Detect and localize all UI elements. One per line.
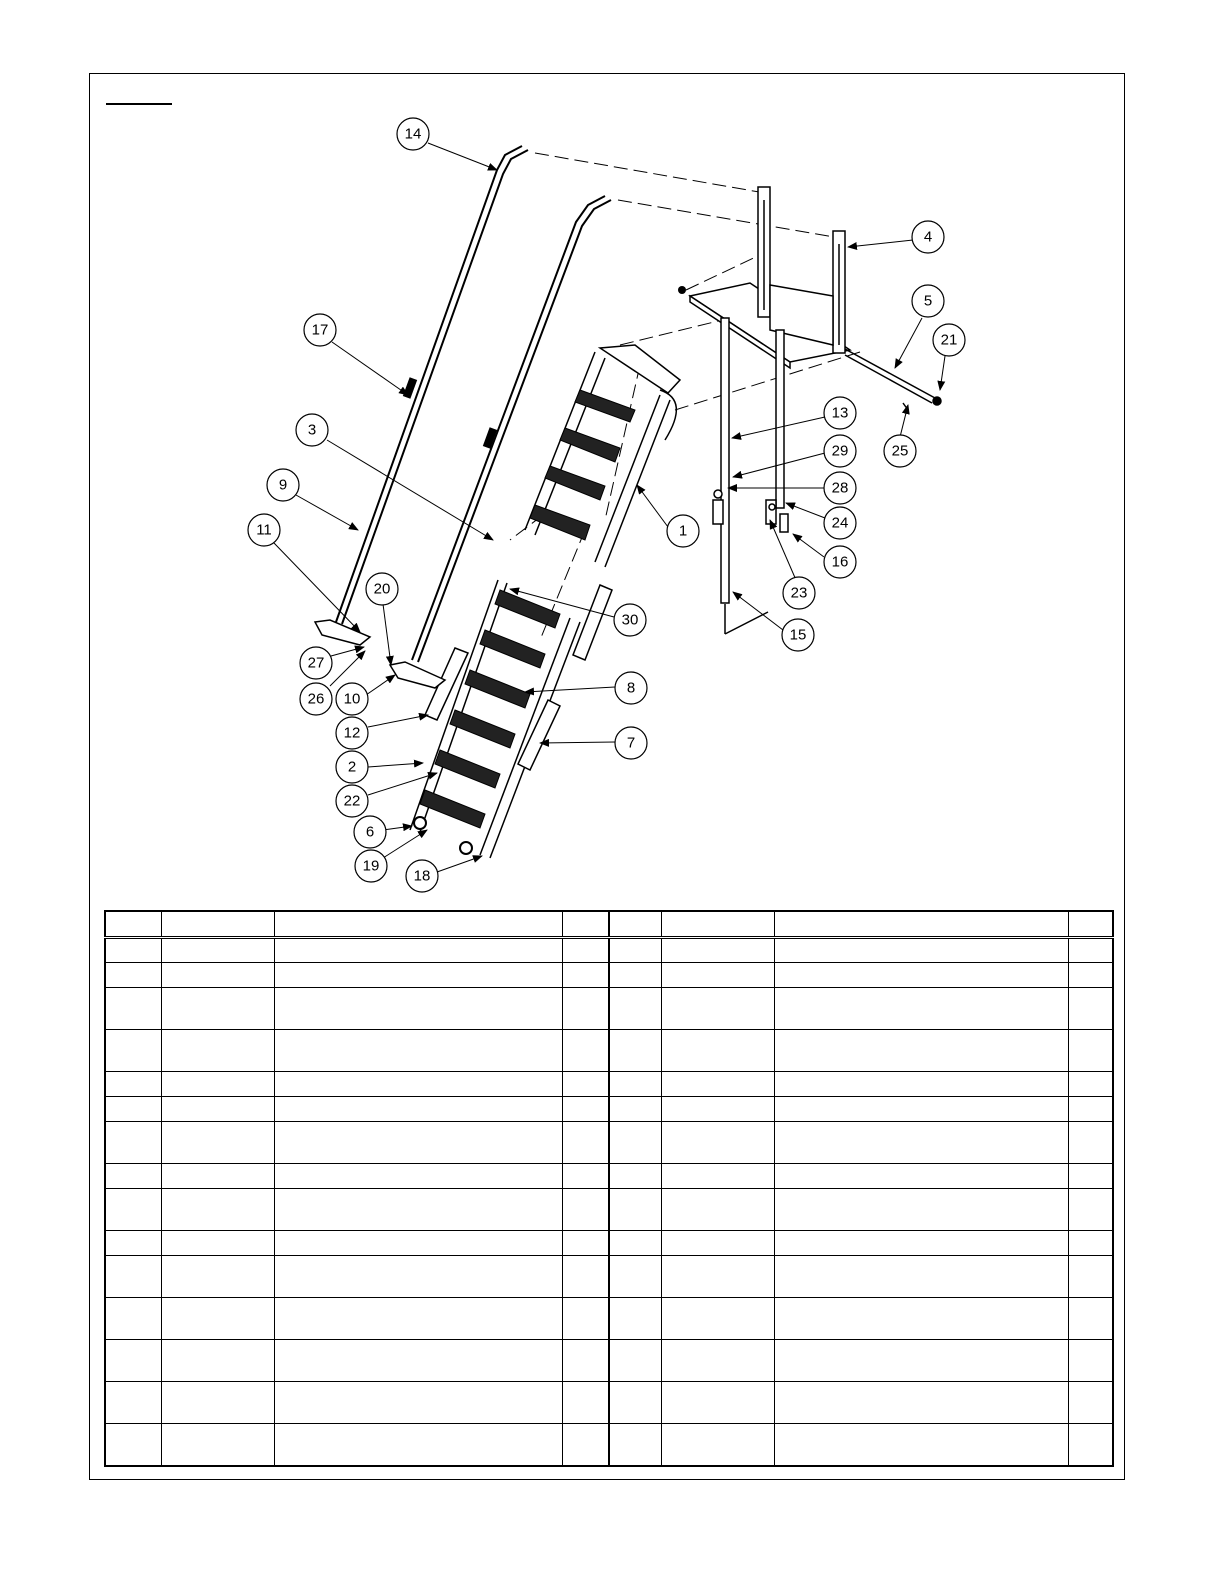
callout-15 [782, 619, 814, 651]
callout-5 [912, 285, 944, 317]
svg-text:11: 11 [256, 521, 272, 539]
svg-text:9: 9 [278, 476, 288, 494]
svg-text:27: 27 [307, 654, 325, 672]
callout-25 [884, 435, 916, 467]
svg-text:5: 5 [923, 292, 933, 310]
callout-21 [933, 324, 965, 356]
svg-text:30: 30 [621, 611, 639, 629]
svg-text:6: 6 [365, 823, 375, 841]
callout-4 [912, 221, 944, 253]
callout-26 [300, 683, 332, 715]
top-platform [690, 187, 850, 368]
parts-table-left [104, 910, 610, 1467]
svg-text:20: 20 [373, 580, 391, 598]
svg-text:7: 7 [626, 734, 636, 752]
callout-8 [615, 672, 647, 704]
svg-text:1: 1 [678, 522, 688, 540]
alignment-lines [510, 153, 860, 640]
svg-text:23: 23 [790, 584, 808, 602]
callout-13 [824, 397, 856, 429]
svg-text:2: 2 [347, 758, 357, 776]
callout-2 [336, 751, 368, 783]
parts-table-right [608, 910, 1114, 1467]
svg-text:12: 12 [343, 724, 361, 742]
svg-text:17: 17 [311, 321, 329, 339]
svg-text:24: 24 [831, 514, 849, 532]
callout-19 [355, 850, 387, 882]
callout-3 [296, 414, 328, 446]
callout-28 [824, 472, 856, 504]
svg-text:15: 15 [789, 626, 807, 644]
svg-text:28: 28 [831, 479, 849, 497]
callout-14 [397, 118, 429, 150]
svg-text:19: 19 [362, 857, 380, 875]
callout-30 [614, 604, 646, 636]
callout-1 [667, 515, 699, 547]
svg-text:3: 3 [307, 421, 317, 439]
svg-text:8: 8 [626, 679, 636, 697]
callout-6 [354, 816, 386, 848]
svg-text:26: 26 [307, 690, 325, 708]
svg-text:21: 21 [940, 331, 958, 349]
svg-text:25: 25 [891, 442, 909, 460]
washer [678, 286, 686, 294]
handrail-right [412, 196, 611, 662]
callout-7 [615, 727, 647, 759]
callout-18 [406, 860, 438, 892]
callout-27 [300, 647, 332, 679]
svg-text:13: 13 [831, 404, 849, 422]
callout-22 [336, 785, 368, 817]
callout-29 [824, 435, 856, 467]
callout-12 [336, 717, 368, 749]
svg-text:10: 10 [343, 690, 361, 708]
svg-text:29: 29 [831, 442, 849, 460]
splice-coupler [403, 377, 417, 399]
svg-text:4: 4 [923, 228, 933, 246]
wheels [414, 817, 472, 854]
handrail-left [336, 146, 528, 624]
cross-bar [845, 349, 941, 410]
svg-text:14: 14 [404, 125, 422, 143]
callout-11 [248, 514, 280, 546]
callout-23 [783, 577, 815, 609]
svg-text:18: 18 [413, 867, 431, 885]
callout-10 [336, 683, 368, 715]
support-legs [721, 318, 784, 634]
svg-text:16: 16 [831, 553, 849, 571]
callout-9 [267, 469, 299, 501]
callout-20 [366, 573, 398, 605]
upper-treads [530, 390, 635, 540]
callout-24 [824, 507, 856, 539]
callout-16 [824, 546, 856, 578]
svg-text:22: 22 [343, 792, 361, 810]
callout-17 [304, 314, 336, 346]
base-feet [315, 620, 445, 688]
